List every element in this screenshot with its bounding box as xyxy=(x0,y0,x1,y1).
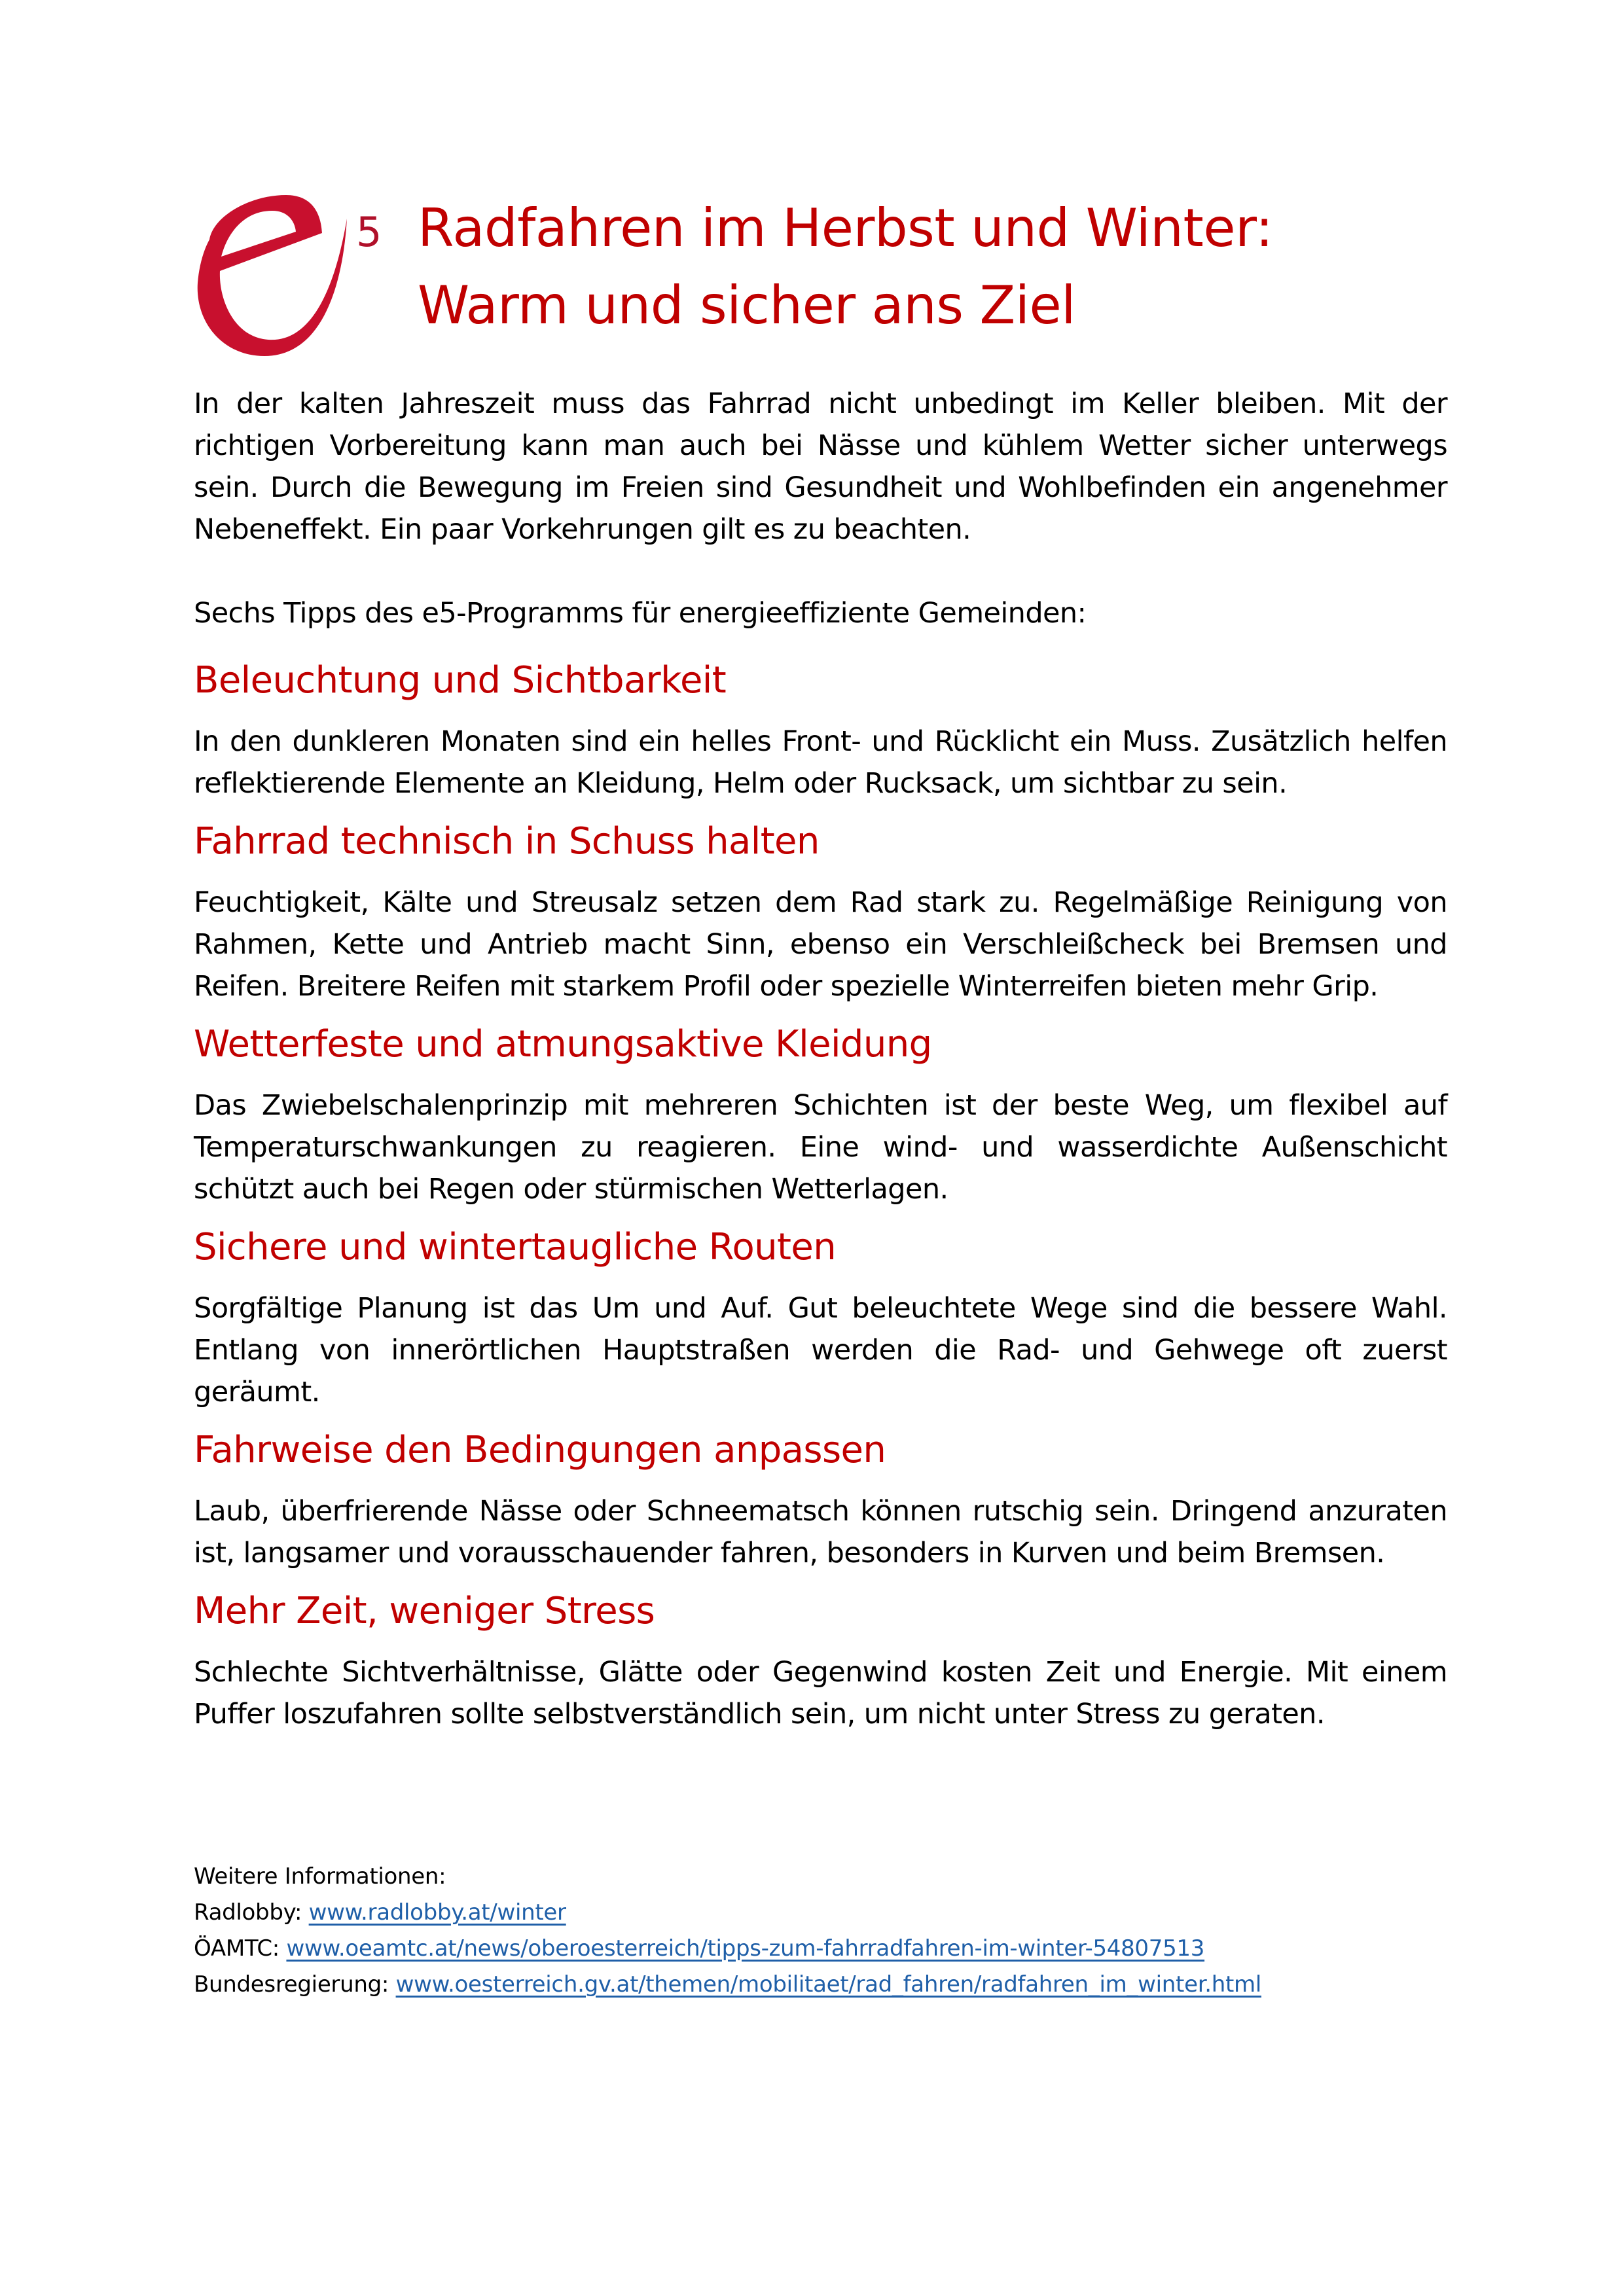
section-text: Das Zwiebelschalenprinzip mit mehreren Schichten ist der beste Weg, um flexibel auf Temperaturschwankungen zu reagieren. Eine wind- und wasserdichte Außenschicht schützt auch bei Regen oder stürmischen Wetterlagen. xyxy=(194,1089,1447,1206)
tip-section-time xyxy=(194,1588,1447,1735)
section-text: Sorgfältige Planung ist das Um und Auf. Gut beleuchtete Wege sind die bessere Wahl. Entlang von innerörtlichen Hauptstraßen werden die Rad- und Gehwege oft zuerst geräumt. xyxy=(194,1292,1447,1408)
reference-item xyxy=(194,1967,1261,2003)
tip-section-riding-style xyxy=(194,1427,1447,1574)
section-heading: Mehr Zeit, weniger Stress xyxy=(194,1590,655,1632)
section-heading: Sichere und wintertaugliche Routen xyxy=(194,1226,837,1268)
section-heading: Fahrrad technisch in Schuss halten xyxy=(194,820,820,863)
e5-logo-icon xyxy=(191,194,394,357)
title-line-1: Radfahren im Herbst und Winter: xyxy=(418,198,1273,259)
reference-item xyxy=(194,1895,1261,1931)
further-info xyxy=(194,1859,1261,2003)
reference-label: ÖAMTC: xyxy=(194,1935,287,1962)
section-text: Laub, überfrierende Nässe oder Schneematsch können rutschig sein. Dringend anzuraten ist, langsamer und vorausschauender fahren, besonders in Kurven und beim Bremsen. xyxy=(194,1495,1447,1570)
section-text: Feuchtigkeit, Kälte und Streusalz setzen dem Rad stark zu. Regelmäßige Reinigung von Rahmen, Kette und Antrieb macht Sinn, ebenso ein Verschleißcheck bei Bremsen und Reifen. Breitere Reifen mit starkem Profil oder spezielle Winterreifen bieten mehr Grip. xyxy=(194,886,1447,1003)
section-heading: Fahrweise den Bedingungen anpassen xyxy=(194,1429,886,1471)
page-title xyxy=(418,190,1273,344)
tip-section-maintenance xyxy=(194,819,1447,1007)
tip-section-routes xyxy=(194,1225,1447,1413)
logo-superscript: 5 xyxy=(356,208,382,256)
title-line-2: Warm und sicher ans Ziel xyxy=(418,275,1075,336)
intro-paragraph: In der kalten Jahreszeit muss das Fahrrad nicht unbedingt im Keller bleiben. Mit der richtigen Vorbereitung kann man auch bei Nässe und kühlem Wetter sicher unterwegs sein. Durch die Bewegung im Freien sind Gesundheit und Wohlbefinden ein angenehmer Nebeneffekt. Ein paar Vorkehrungen gilt es zu beachten. xyxy=(194,387,1447,546)
reference-item xyxy=(194,1931,1261,1967)
section-heading: Beleuchtung und Sichtbarkeit xyxy=(194,659,727,702)
tips-lead-text: Sechs Tipps des e5-Programms für energieeffiziente Gemeinden: xyxy=(194,597,1087,630)
reference-link-radlobby[interactable]: www.radlobby.at/winter xyxy=(308,1899,566,1926)
reference-link-oeamtc[interactable]: www.oeamtc.at/news/oberoesterreich/tipps-zum-fahrradfahren-im-winter-54807513 xyxy=(286,1935,1205,1962)
section-text: Schlechte Sichtverhältnisse, Glätte oder Gegenwind kosten Zeit und Energie. Mit einem Puffer loszufahren sollte selbstverständlich sein, um nicht unter Stress zu geraten. xyxy=(194,1656,1447,1731)
further-info-heading: Weitere Informationen: xyxy=(194,1863,446,1890)
reference-label: Radlobby: xyxy=(194,1899,309,1926)
section-text: In den dunkleren Monaten sind ein helles Front- und Rücklicht ein Muss. Zusätzlich helfen reflektierende Elemente an Kleidung, Helm oder Rucksack, um sichtbar zu sein. xyxy=(194,725,1447,800)
tip-section-lighting xyxy=(194,658,1447,804)
reference-label: Bundesregierung: xyxy=(194,1971,396,1998)
reference-link-bundesregierung[interactable]: www.oesterreich.gv.at/themen/mobilitaet/rad_fahren/radfahren_im_winter.html xyxy=(395,1971,1262,1998)
article-body xyxy=(194,383,1447,1749)
tip-section-clothing xyxy=(194,1022,1447,1210)
section-heading: Wetterfeste und atmungsaktive Kleidung xyxy=(194,1023,932,1066)
